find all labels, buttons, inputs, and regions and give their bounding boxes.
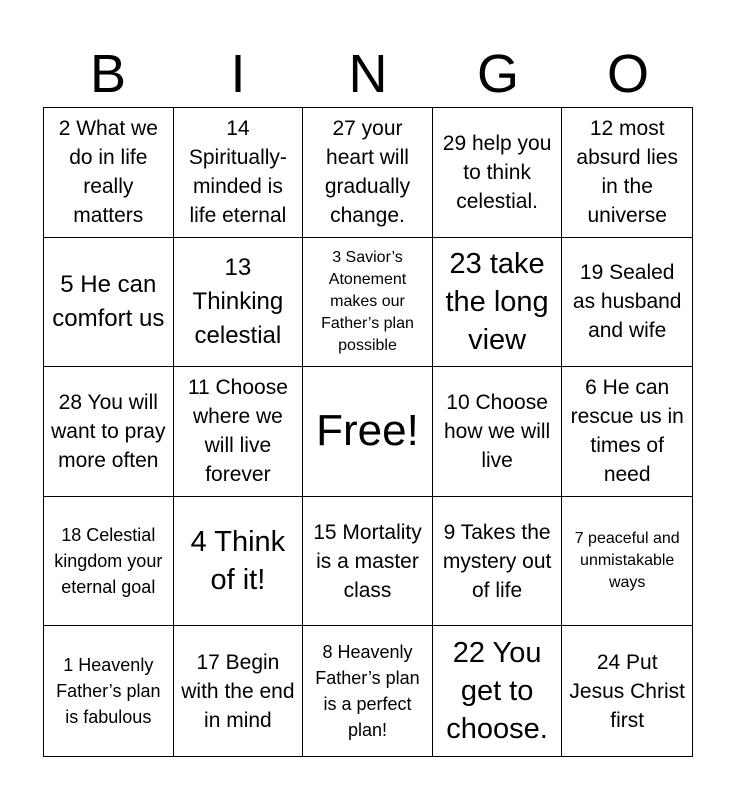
cell-text: 7 peaceful and unmistakable ways [574, 530, 680, 592]
bingo-cell[interactable] [562, 108, 692, 238]
bingo-header [43, 40, 693, 108]
cell-text: 24 Put Jesus Christ first [569, 650, 685, 732]
cell-text: 8 Heavenly Father’s plan is a perfect plan! [315, 642, 420, 741]
bingo-cell[interactable] [174, 367, 304, 497]
bingo-cell[interactable] [303, 497, 433, 627]
bingo-cell[interactable] [433, 367, 563, 497]
header-letter-o: O [606, 44, 649, 104]
cell-text: 1 Heavenly Father’s plan is fabulous [56, 655, 161, 728]
cell-text: 6 He can rescue us in times of need [570, 376, 684, 487]
bingo-cell[interactable] [562, 626, 692, 756]
bingo-grid [43, 107, 693, 757]
cell-text: 15 Mortality is a master class [313, 520, 422, 602]
cell-text: 29 help you to think celestial. [442, 131, 552, 213]
bingo-cell[interactable] [303, 626, 433, 756]
cell-text: 22 You get to choose. [446, 637, 548, 746]
bingo-cell[interactable] [44, 626, 174, 756]
header-letter-g: G [476, 44, 519, 104]
bingo-cell[interactable] [303, 108, 433, 238]
cell-text: 19 Sealed as husband and wife [572, 261, 682, 343]
free-space-cell[interactable] [303, 367, 433, 497]
header-letter-n: N [348, 44, 388, 104]
cell-text: 12 most absurd lies in the universe [576, 117, 678, 228]
cell-text: 13 Thinking celestial [192, 253, 284, 349]
cell-text: 17 Begin with the end in mind [181, 650, 295, 732]
bingo-cell[interactable] [303, 238, 433, 368]
cell-text: 3 Savior’s Atonement makes our Father’s plan possible [321, 248, 414, 354]
cell-text: 14 Spiritually-minded is life eternal [188, 117, 287, 228]
cell-text: 10 Choose how we will live [443, 390, 551, 472]
bingo-cell[interactable] [44, 497, 174, 627]
bingo-cell[interactable] [44, 108, 174, 238]
bingo-cell[interactable] [562, 497, 692, 627]
cell-text: 4 Think of it! [190, 526, 286, 597]
cell-text: 11 Choose where we will live forever [187, 376, 288, 487]
cell-text: 27 your heart will gradually change. [324, 117, 411, 228]
cell-text: 23 take the long view [445, 247, 549, 356]
bingo-cell[interactable] [174, 238, 304, 368]
bingo-cell[interactable] [433, 626, 563, 756]
bingo-cell[interactable] [174, 108, 304, 238]
bingo-cell[interactable] [562, 238, 692, 368]
bingo-cell[interactable] [433, 108, 563, 238]
cell-text: 18 Celestial kingdom your eternal goal [54, 525, 163, 598]
bingo-cell[interactable] [433, 497, 563, 627]
bingo-cell[interactable] [174, 497, 304, 627]
bingo-cell[interactable] [44, 367, 174, 497]
bingo-cell[interactable] [44, 238, 174, 368]
bingo-cell[interactable] [433, 238, 563, 368]
free-space-text: Free! [316, 406, 419, 456]
cell-text: 28 You will want to pray more often [51, 390, 166, 472]
cell-text: 2 What we do in life really matters [58, 117, 158, 228]
header-letter-b: B [89, 44, 127, 104]
bingo-cell[interactable] [562, 367, 692, 497]
header-letter-i: I [230, 44, 246, 104]
cell-text: 5 He can comfort us [52, 270, 165, 332]
bingo-cell[interactable] [174, 626, 304, 756]
cell-text: 9 Takes the mystery out of life [442, 520, 552, 602]
